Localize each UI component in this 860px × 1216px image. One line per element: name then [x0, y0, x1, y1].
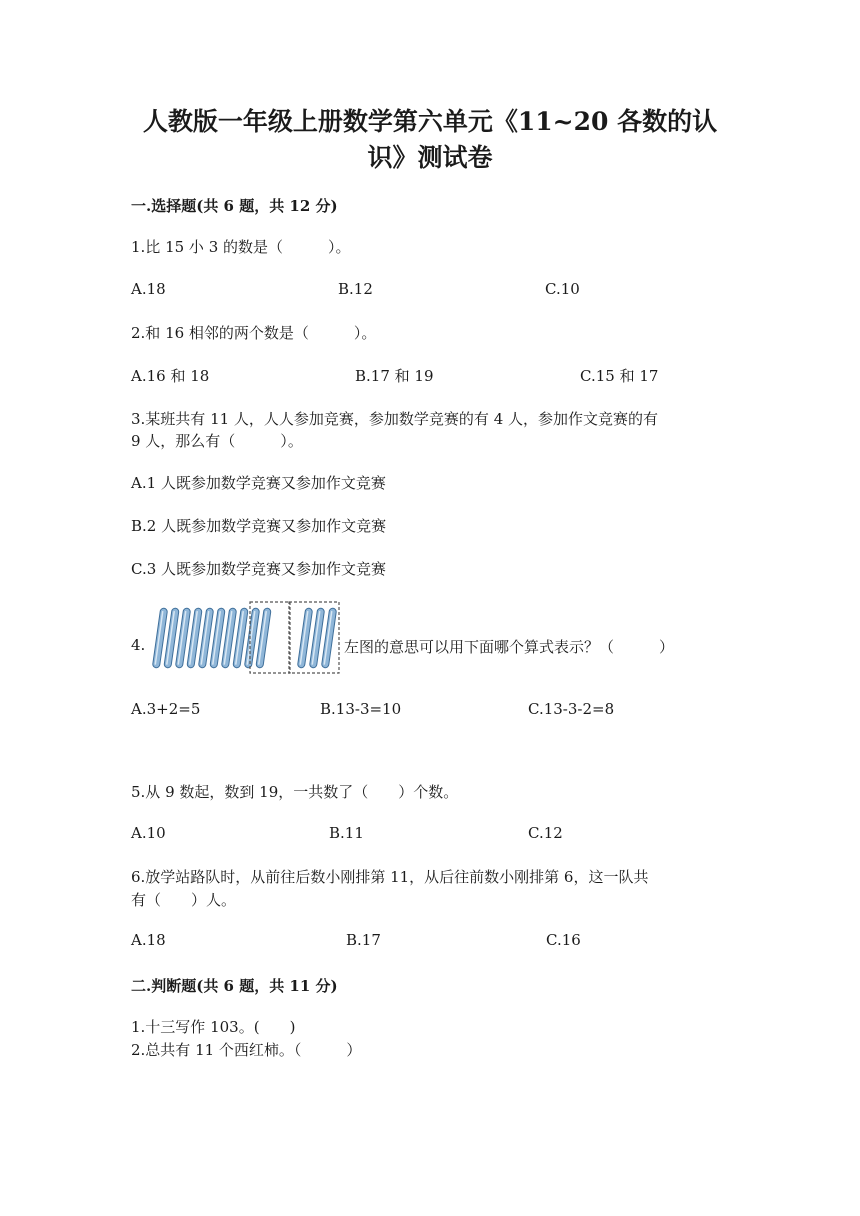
- q1-option-b: B.12: [338, 280, 373, 298]
- question-3-line-1: 3.某班共有 11 人，人人参加竞赛，参加数学竞赛的有 4 人，参加作文竞赛的有: [131, 410, 659, 428]
- question-5: 5.从 9 数起，数到 19，一共数了（ ）个数。: [131, 783, 459, 801]
- q5-option-a: A.10: [131, 824, 166, 842]
- q6-option-a: A.18: [131, 931, 166, 949]
- q3-option-c: C.3 人既参加数学竞赛又参加作文竞赛: [131, 560, 387, 578]
- title-line-1: 人教版一年级上册数学第六单元《11~20 各数的认: [142, 107, 718, 136]
- q3-option-b: B.2 人既参加数学竞赛又参加作文竞赛: [131, 517, 387, 535]
- q2-option-b: B.17 和 19: [355, 367, 434, 385]
- q4-option-b: B.13-3=10: [320, 700, 402, 718]
- q6-option-c: C.16: [546, 931, 581, 949]
- title-line-2: 识》测试卷: [367, 143, 493, 172]
- question-2: 2.和 16 相邻的两个数是（ ）。: [131, 324, 377, 342]
- q4-option-a: A.3+2=5: [131, 700, 201, 718]
- q4-option-c: C.13-3-2=8: [528, 700, 615, 718]
- q6-option-b: B.17: [346, 931, 381, 949]
- q1-option-a: A.18: [131, 280, 166, 298]
- q5-option-c: C.12: [528, 824, 563, 842]
- question-4-text: 左图的意思可以用下面哪个算式表示？（ ）: [344, 638, 675, 656]
- question-6-line-2: 有（ ）人。: [131, 891, 237, 909]
- section2-heading: 二.判断题(共 6 题，共 11 分): [131, 977, 338, 995]
- q1-option-c: C.10: [545, 280, 580, 298]
- q5-option-b: B.11: [329, 824, 364, 842]
- section1-heading: 一.选择题(共 6 题，共 12 分): [131, 197, 338, 215]
- question-1: 1.比 15 小 3 的数是（ ）。: [131, 238, 351, 256]
- question-6-line-1: 6.放学站路队时，从前往后数小刚排第 11，从后往前数小刚排第 6，这一队共: [131, 868, 649, 886]
- doc-title: [0, 104, 860, 176]
- question-3-line-2: 9 人，那么有（ ）。: [131, 432, 303, 450]
- q3-option-a: A.1 人既参加数学竞赛又参加作文竞赛: [131, 474, 386, 492]
- question-4-number: 4.: [131, 636, 146, 654]
- q2-option-c: C.15 和 17: [580, 367, 659, 385]
- sticks-figure: [148, 600, 343, 678]
- q2-option-a: A.16 和 18: [131, 367, 210, 385]
- judge-question-1: 1.十三写作 103。( ): [131, 1018, 296, 1036]
- judge-question-2: 2.总共有 11 个西红柿。（ ）: [131, 1041, 362, 1059]
- sticks-illustration: [148, 600, 343, 678]
